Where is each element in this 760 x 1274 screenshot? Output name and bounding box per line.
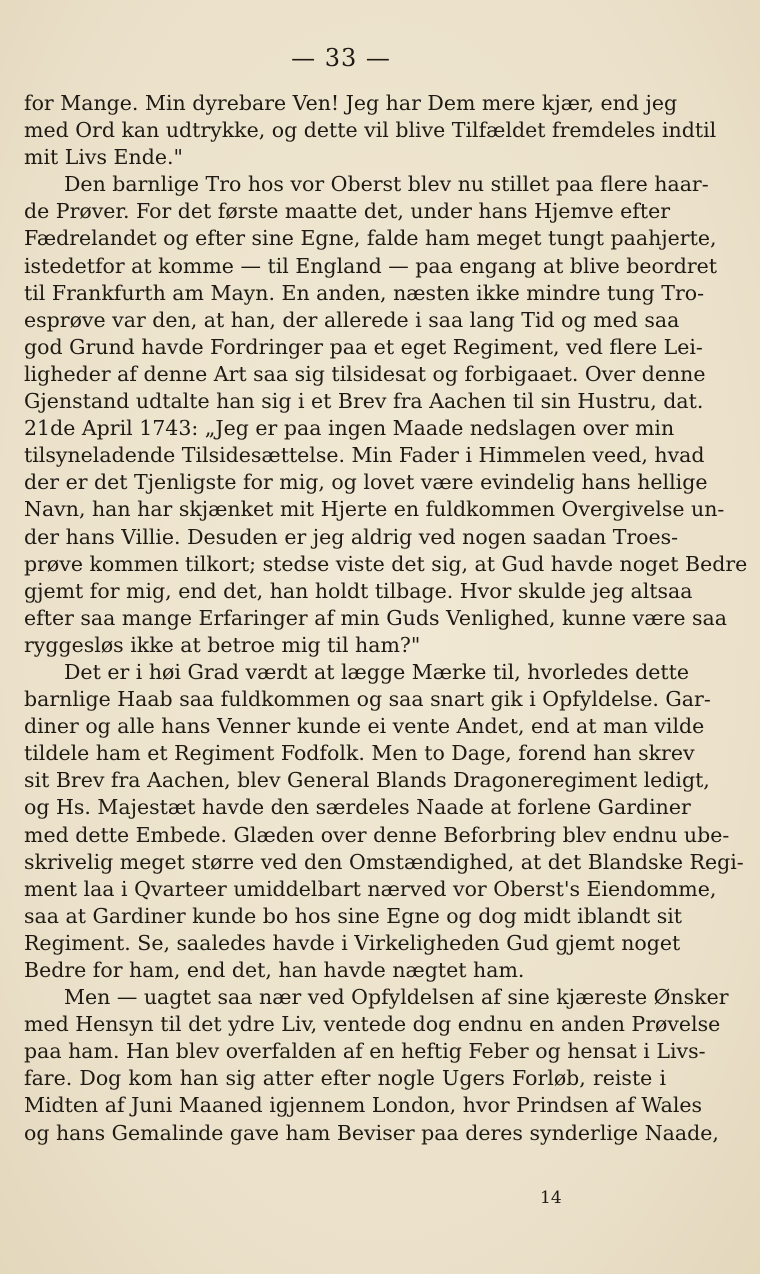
body-text xyxy=(24,90,748,1147)
text-line: Men — uagtet saa nær ved Opfyldelsen af sine kjæreste Ønsker xyxy=(64,985,729,1010)
text-line: efter saa mange Erfaringer af min Guds Venlighed, kunne være saa xyxy=(24,605,727,630)
text-line: fare. Dog kom han sig atter efter nogle Ugers Forløb, reiste i xyxy=(24,1066,666,1091)
text-line: med dette Embede. Glæden over denne Beforbring blev endnu ube- xyxy=(24,822,730,847)
text-line: Regiment. Se, saaledes havde i Virkeligheden Gud gjemt noget xyxy=(24,930,681,955)
text-line: sit Brev fra Aachen, blev General Blands Dragoneregiment ledigt, xyxy=(24,768,710,793)
text-line: Den barnlige Tro hos vor Oberst blev nu stillet paa flere haar- xyxy=(64,172,709,197)
text-line: tildele ham et Regiment Fodfolk. Men to Dage, forend han skrev xyxy=(24,741,695,766)
text-line: istedetfor at komme — til England — paa engang at blive beordret xyxy=(24,253,717,278)
text-line: tilsyneladende Tilsidesættelse. Min Fader i Himmelen veed, hvad xyxy=(24,443,705,468)
text-line: skrivelig meget større ved den Omstændighed, at det Blandske Regi- xyxy=(24,849,744,874)
text-line: ryggesløs ikke at betroe mig til ham?" xyxy=(24,632,421,657)
signature-mark: 14 xyxy=(540,1188,562,1208)
text-line: Gjenstand udtalte han sig i et Brev fra Aachen til sin Hustru, dat. xyxy=(24,389,704,414)
text-line: Fædrelandet og efter sine Egne, falde ham meget tungt paahjerte, xyxy=(24,226,717,251)
text-line: ligheder af denne Art saa sig tilsidesat og forbigaaet. Over denne xyxy=(24,361,706,386)
text-line: ment laa i Qvarteer umiddelbart nærved vor Oberst's Eiendomme, xyxy=(24,876,717,901)
text-line: paa ham. Han blev overfalden af en heftig Feber og hensat i Livs- xyxy=(24,1039,706,1064)
text-line: esprøve var den, at han, der allerede i saa lang Tid og med saa xyxy=(24,307,680,332)
text-line: 21de April 1743: „Jeg er paa ingen Maade nedslagen over min xyxy=(24,416,675,441)
page-number: — 33 — xyxy=(291,44,391,72)
text-line: prøve kommen tilkort; stedse viste det sig, at Gud havde noget Bedre xyxy=(24,551,748,576)
text-line: der hans Villie. Desuden er jeg aldrig ved nogen saadan Troes- xyxy=(24,524,679,549)
text-line: saa at Gardiner kunde bo hos sine Egne og dog midt iblandt sit xyxy=(24,903,683,928)
text-line: de Prøver. For det første maatte det, under hans Hjemve efter xyxy=(24,199,671,224)
text-line: diner og alle hans Venner kunde ei vente Andet, end at man vilde xyxy=(24,714,705,739)
text-line: Navn, han har skjænket mit Hjerte en fuldkommen Overgivelse un- xyxy=(24,497,725,522)
text-line: og hans Gemalinde gave ham Beviser paa deres synderlige Naade, xyxy=(24,1120,719,1145)
text-line: Midten af Juni Maaned igjennem London, hvor Prindsen af Wales xyxy=(24,1093,703,1118)
text-line: Bedre for ham, end det, han havde nægtet ham. xyxy=(24,958,525,982)
text-line: til Frankfurth am Mayn. En anden, næsten ikke mindre tung Tro- xyxy=(24,280,705,305)
text-line: for Mange. Min dyrebare Ven! Jeg har Dem mere kjær, end jeg xyxy=(24,91,678,115)
text-line: med Hensyn til det ydre Liv, ventede dog endnu en anden Prøvelse xyxy=(24,1012,721,1037)
text-line: mit Livs Ende." xyxy=(24,145,183,170)
text-line: barnlige Haab saa fuldkommen og saa snart gik i Opfyldelse. Gar- xyxy=(24,687,711,712)
text-line: der er det Tjenligste for mig, og lovet være evindelig hans hellige xyxy=(24,470,708,495)
text-line: god Grund havde Fordringer paa et eget Regiment, ved flere Lei- xyxy=(24,334,703,359)
text-line: gjemt for mig, end det, han holdt tilbage. Hvor skulde jeg altsaa xyxy=(24,578,693,603)
text-line: med Ord kan udtrykke, og dette vil blive Tilfældet fremdeles indtil xyxy=(24,118,717,143)
text-line: Det er i høi Grad værdt at lægge Mærke til, hvorledes dette xyxy=(64,659,689,684)
text-line: og Hs. Majestæt havde den særdeles Naade at forlene Gardiner xyxy=(24,795,691,820)
